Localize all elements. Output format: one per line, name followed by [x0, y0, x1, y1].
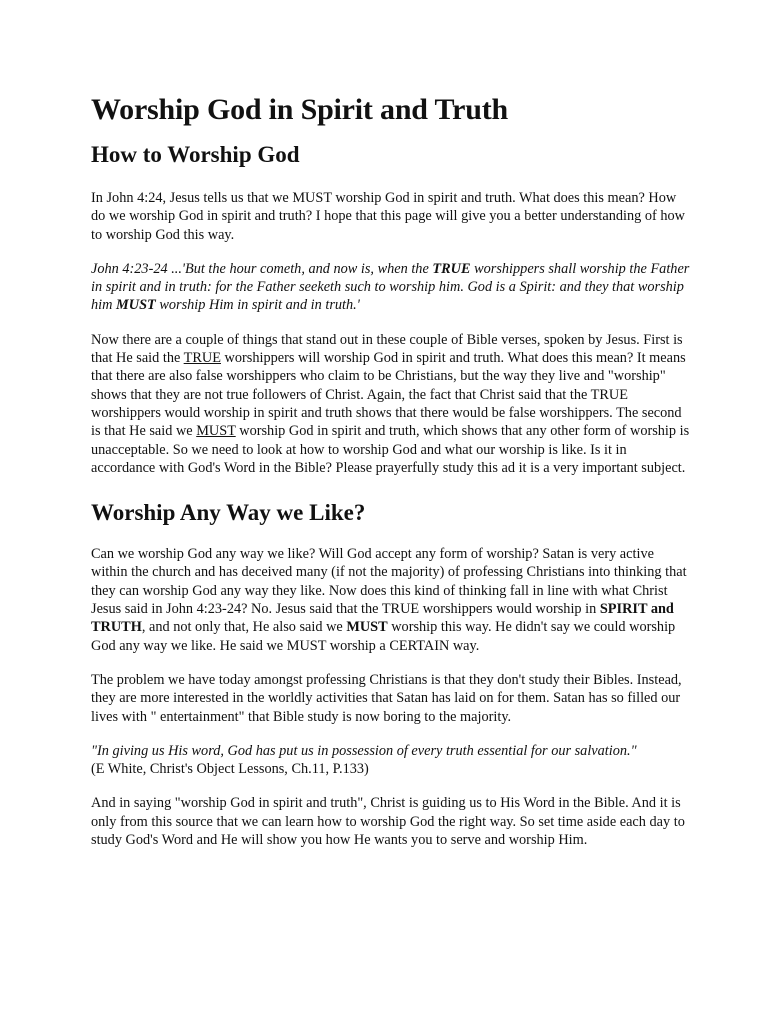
verse-text: worshippers shall worship the Father in spirit and in truth: for the Father seeketh such to worship him. God is a Spirit: and they that worship him	[91, 260, 690, 314]
verse-text: John 4:23-24 ...'But the hour cometh, and now is, when the	[91, 260, 433, 277]
document-page	[91, 92, 691, 849]
ellen-white-quote	[91, 742, 691, 779]
problem-paragraph: The problem we have today amongst professing Christians is that they don't study their Bibles. Instead, they are more interested in the worldly activities that Satan has laid on for them. Satan has so filled our lives with " entertainment" that Bible study is now boring to the majority.	[91, 671, 682, 725]
body-text: Can we worship God any way we like? Will God accept any form of worship? Satan is very active within the church and has deceived many (if not the majority) of professing Christians into thinking that they can worship God any way they like. Now does this kind of thinking fall in line with what Christ Jesus said in John 4:23-24? No. Jesus said that the TRUE worshippers would worship in	[91, 546, 687, 618]
intro-paragraph: In John 4:24, Jesus tells us that we MUST worship God in spirit and truth. What does this mean? How do we worship God in spirit and truth? I hope that this page will give you a better understanding of how to worship God this way.	[91, 190, 685, 243]
body-text: worship God in spirit and truth, which shows that any other form of worship is unacceptable. So we need to look at how to worship God and what our worship is like. Is it in accordance with God's Word in the Bible? Please prayerfully study this ad it is a very important subject.	[91, 423, 690, 476]
page-title: Worship God in Spirit and Truth	[91, 93, 509, 126]
verse-text: worship Him in spirit and in truth.'	[155, 297, 360, 314]
quote-text: "In giving us His word, God has put us in possession of every truth essential for our salvation."	[91, 742, 637, 759]
explanation-paragraph	[91, 331, 691, 477]
body-text: , and not only that, He also said we	[141, 619, 347, 636]
verse-must-emphasis: MUST	[116, 297, 156, 314]
body-text: Now there are a couple of things that stand out in these couple of Bible verses, spoken by Jesus. First is that He said the	[91, 331, 683, 367]
section-heading-how-to-worship: How to Worship God	[91, 142, 300, 167]
spirit-truth-emphasis: SPIRIT and TRUTH	[91, 601, 674, 636]
section-heading-worship-any-way: Worship Any Way we Like?	[91, 500, 366, 526]
closing-paragraph: And in saying "worship God in spirit and truth", Christ is guiding us to His Word in the Bible. And it is only from this source that we can learn how to worship God the right way. So set time aside each day to study God's Word and He will show you how He wants you to serve and worship Him.	[91, 795, 685, 849]
any-way-paragraph	[91, 545, 691, 655]
must-emphasis: MUST	[346, 619, 388, 636]
must-underlined: MUST	[196, 423, 236, 440]
body-text: worship this way. He didn't say we could worship God any way we like. He said we MUST worship a CERTAIN way.	[91, 619, 676, 654]
scripture-quote	[91, 260, 691, 315]
verse-true-emphasis: TRUE	[432, 260, 471, 277]
body-text: worshippers will worship God in spirit and truth. What does this mean? It means that there are also false worshippers who claim to be Christians, but the way they live and "worship" shows that they are not true followers of Christ. Again, the fact that Christ said that the TRUE worshippers would worship in spirit and truth shows that there would be false worshippers. The second is that He said we	[91, 350, 686, 440]
quote-source: (E White, Christ's Object Lessons, Ch.11, P.133)	[91, 761, 369, 778]
true-underlined: TRUE	[183, 350, 221, 367]
